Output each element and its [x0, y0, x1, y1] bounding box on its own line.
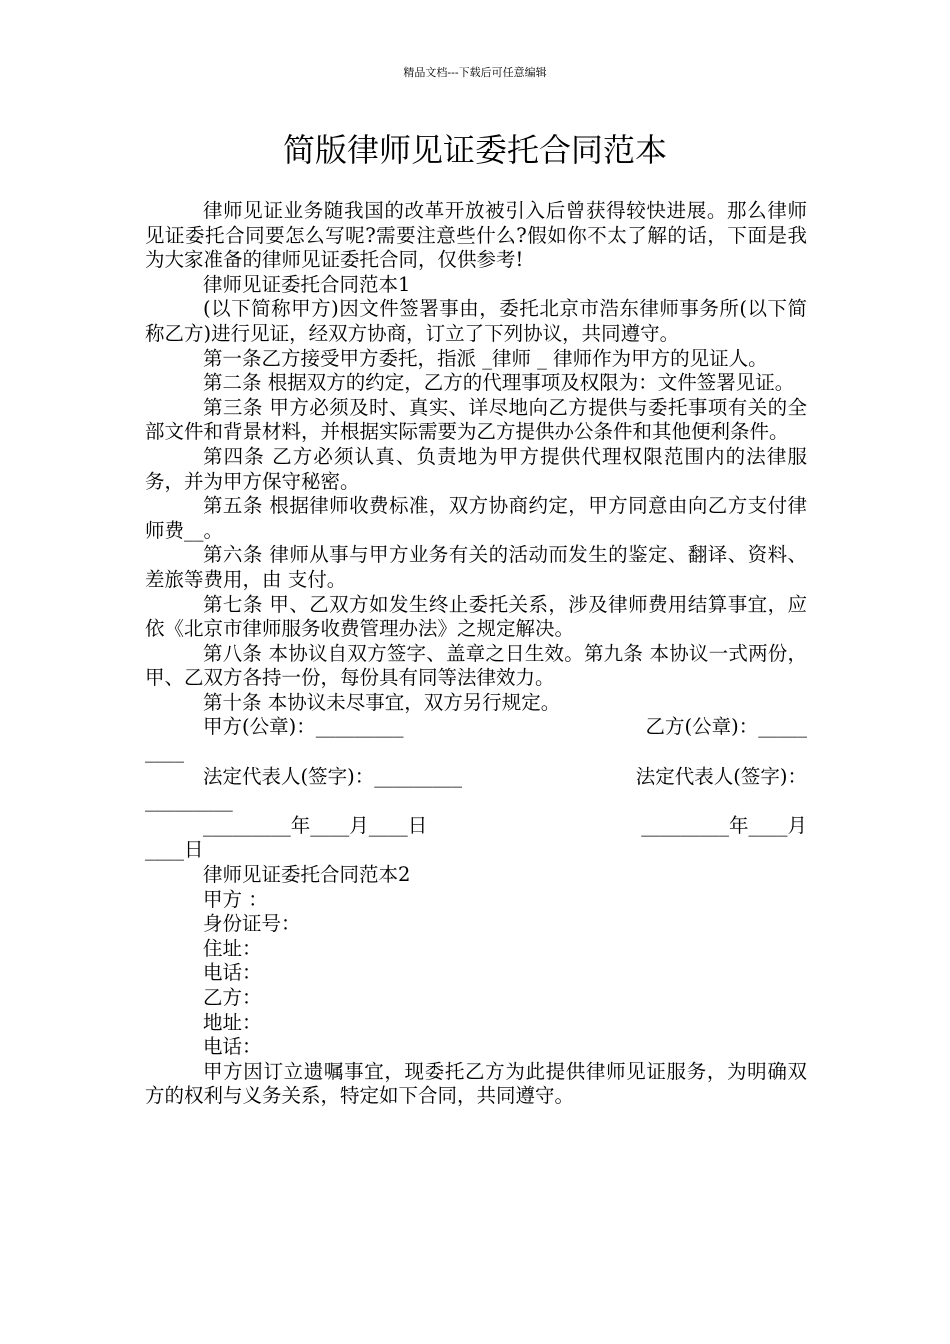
signature-row-seal	[145, 715, 807, 740]
intro-paragraph: 律师见证业务随我国的改革开放被引入后曾获得较快进展。那么律师见证委托合同要怎么写呢?需要注意些什么?假如你不太了解的话，下面是我为大家准备的律师见证委托合同，仅供参考!	[145, 199, 807, 272]
document-body	[145, 199, 807, 1109]
sample1-heading: 律师见证委托合同范本1	[203, 272, 411, 296]
party-b-representative: 法定代表人(签字)：	[635, 764, 807, 788]
signature-row-date	[145, 814, 807, 839]
party-a-seal: 甲方(公章)：_________	[203, 715, 404, 739]
party-b-representative-continued: _________	[145, 789, 233, 813]
signature-row-representative	[145, 765, 807, 790]
field-address-a: 住址：	[203, 936, 262, 960]
header-note: 精品文档---下载后可任意编辑	[403, 66, 547, 79]
article-7: 第七条 甲、乙双方如发生终止委托关系，涉及律师费用结算事宜，应依《北京市律师服务收费管理办法》之规定解决。	[145, 592, 807, 641]
sample1-preamble: (以下简称甲方)因文件签署事由，委托北京市浩东律师事务所(以下简称乙方)进行见证，经双方协商，订立了下列协议，共同遵守。	[145, 297, 807, 345]
field-phone-a: 电话：	[203, 961, 262, 985]
document-title: 简版律师见证委托合同范本	[282, 131, 667, 169]
article-5: 第五条 根据律师收费标准，双方协商约定，甲方同意由向乙方支付律师费__。	[145, 494, 807, 542]
party-b-seal: 乙方(公章)：_____	[645, 715, 807, 739]
article-2: 第二条 根据双方的约定，乙方的代理事项及权限为：文件签署见证。	[203, 371, 795, 395]
article-8-9: 第八条 本协议自双方签字、盖章之日生效。第九条 本协议一式两份，甲、乙双方各持一份，每份具有同等法律效力。	[145, 641, 807, 690]
party-b-date: _________年____月	[641, 813, 807, 837]
article-10: 第十条 本协议未尽事宜，双方另行规定。	[203, 690, 561, 714]
party-a-representative: 法定代表人(签字)：_________	[203, 764, 462, 788]
article-3: 第三条 甲方必须及时、真实、详尽地向乙方提供与委托事项有关的全部文件和背景材料，并根据实际需要为乙方提供办公条件和其他便利条件。	[145, 395, 807, 444]
field-party-b: 乙方：	[203, 986, 262, 1009]
field-party-a: 甲方 ：	[203, 887, 268, 911]
party-a-date: _________年____月____日	[203, 813, 428, 837]
party-b-seal-continued: ____	[145, 740, 184, 764]
article-1: 第一条乙方接受甲方委托，指派 _律师 _ 律师作为甲方的见证人。	[203, 346, 768, 370]
field-phone-b: 电话：	[203, 1035, 262, 1059]
field-address-b: 地址：	[203, 1010, 262, 1034]
sample2-body: 甲方因订立遗嘱事宜，现委托乙方为此提供律师见证服务，为明确双方的权利与义务关系，特定如下合同，共同遵守。	[145, 1059, 807, 1108]
field-id-number: 身份证号：	[203, 912, 301, 936]
sample2-heading: 律师见证委托合同范本2	[203, 863, 411, 887]
article-4: 第四条 乙方必须认真、负责地为甲方提供代理权限范围内的法律服务，并为甲方保守秘密。	[145, 444, 807, 493]
party-b-date-continued: ____日	[145, 838, 204, 862]
article-6: 第六条 律师从事与甲方业务有关的活动而发生的鉴定、翻译、资料、差旅等费用，由 支付。	[145, 543, 807, 591]
